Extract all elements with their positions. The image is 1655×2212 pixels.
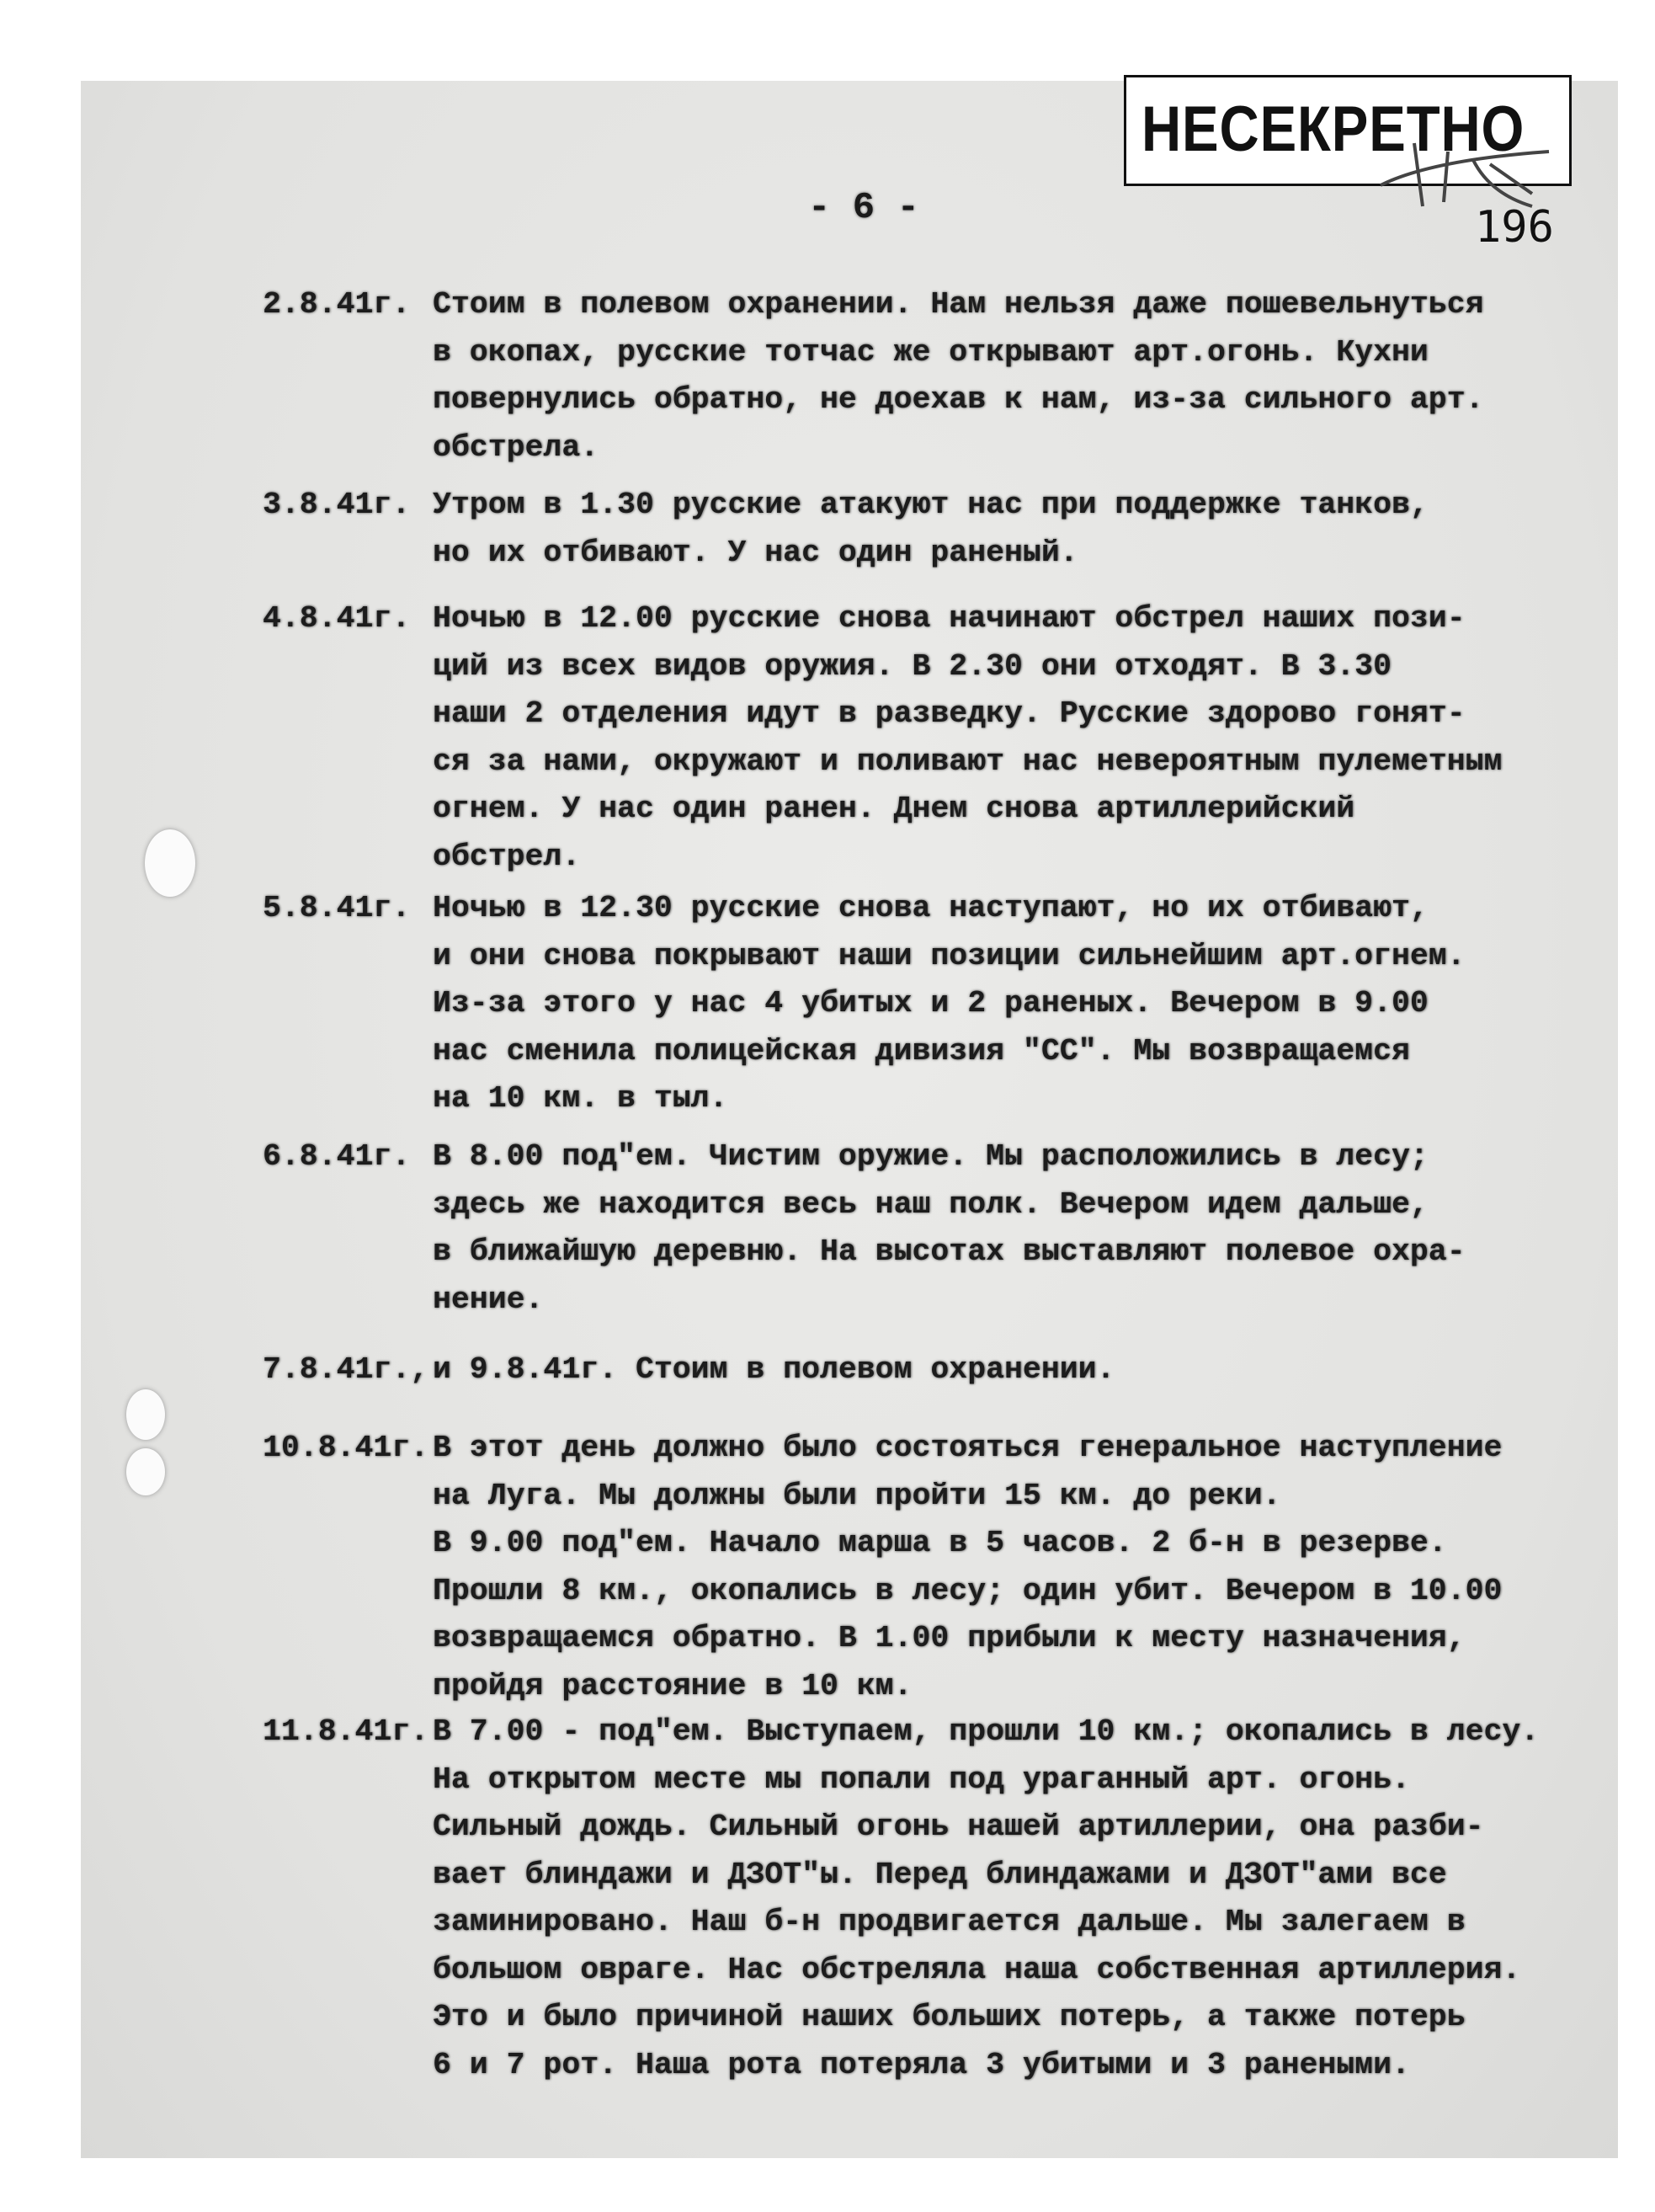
diary-entry [263, 281, 1484, 472]
entry-text [433, 1346, 1115, 1394]
page-number: - 6 - [808, 187, 920, 229]
entry-date: 5.8.41г. [263, 891, 411, 925]
diary-entry [263, 1133, 1466, 1324]
punch-hole [126, 1448, 165, 1495]
text-line: и 9.8.41г. Стоим в полевом охранении. [433, 1352, 1115, 1387]
entry-text [433, 595, 1502, 881]
text-line: В 7.00 - под"ем. Выступаем, прошли 10 км.; окопались в лесу. [433, 1714, 1540, 1749]
text-line: В 8.00 под"ем. Чистим оружие. Мы расположились в лесу; [433, 1139, 1429, 1174]
text-line: заминировано. Наш б-н продвигается дальше. Мы залегаем в [433, 1905, 1466, 1939]
text-line: вает блиндажи и ДЗОТ"ы. Перед блиндажами и ДЗОТ"ами все [433, 1857, 1447, 1892]
diary-entry [263, 482, 1429, 577]
entry-date: 6.8.41г. [263, 1139, 411, 1174]
text-line: в окопах, русские тотчас же открывают арт.огонь. Кухни [433, 334, 1429, 370]
stamp-label: НЕСЕКРЕТНО [1141, 93, 1525, 165]
entry-date: 4.8.41г. [263, 601, 411, 636]
diary-entry [263, 885, 1466, 1123]
diary-entry [263, 595, 1502, 881]
text-line: ся за нами, окружают и поливают нас невероятным пулеметным [433, 744, 1503, 779]
sheet-number: 196 [1475, 202, 1554, 253]
text-line: Стоим в полевом охранении. Нам нельзя даже пошевельнуться [433, 287, 1484, 322]
text-line: наши 2 отделения идут в разведку. Русские здорово гонят- [433, 696, 1466, 731]
text-line: ций из всех видов оружия. В 2.30 они отходят. В 3.30 [433, 648, 1392, 684]
handwritten-mark-icon [1364, 126, 1566, 211]
text-line: Утром в 1.30 русские атакуют нас при поддержке танков, [433, 488, 1429, 522]
diary-entry [263, 1425, 1502, 1710]
entry-text [433, 281, 1484, 472]
text-line: В этот день должно было состояться генеральное наступление [433, 1431, 1503, 1465]
punch-hole [126, 1389, 165, 1440]
text-line: большом овраге. Нас обстреляла наша собственная артиллерия. [433, 1952, 1521, 1987]
text-line: нение. [433, 1282, 544, 1317]
text-line: Ночью в 12.30 русские снова наступают, но их отбивают, [433, 891, 1429, 925]
entry-date: 2.8.41г. [263, 287, 411, 322]
entry-text [433, 1708, 1539, 2089]
text-line: Прошли 8 км., окопались в лесу; один убит. Вечером в 10.00 [433, 1573, 1503, 1608]
entry-text [433, 885, 1466, 1123]
text-line: возвращаемся обратно. В 1.00 прибыли к месту назначения, [433, 1621, 1466, 1655]
entry-date: 11.8.41г. [263, 1714, 429, 1749]
text-line: и они снова покрывают наши позиции сильнейшим арт.огнем. [433, 938, 1466, 973]
text-line: повернулись обратно, не доехав к нам, из-за сильного арт. [433, 382, 1484, 417]
text-line: обстрел. [433, 839, 581, 874]
text-line: Сильный дождь. Сильный огонь нашей артиллерии, она разби- [433, 1810, 1484, 1844]
entry-date: 10.8.41г. [263, 1431, 429, 1465]
text-line: 6 и 7 рот. Наша рота потеряла 3 убитыми и 3 ранеными. [433, 2047, 1410, 2082]
text-line: здесь же находится весь наш полк. Вечером идем дальше, [433, 1186, 1429, 1222]
entry-date: 7.8.41г., [263, 1352, 429, 1387]
text-line: обстрела. [433, 429, 599, 465]
text-line: Из-за этого у нас 4 убитых и 2 раненых. Вечером в 9.00 [433, 986, 1429, 1021]
text-line: Ночью в 12.00 русские снова начинают обстрел наших пози- [433, 601, 1466, 636]
text-line: На открытом месте мы попали под ураганный арт. огонь. [433, 1762, 1410, 1797]
text-line: на Луга. Мы должны были пройти 15 км. до реки. [433, 1478, 1281, 1513]
entry-text [433, 482, 1429, 577]
diary-entry [263, 1346, 1115, 1394]
text-line: нас сменила полицейская дивизия "СС". Мы возвращаемся [433, 1033, 1410, 1069]
diary-entry [263, 1708, 1539, 2089]
text-line: В 9.00 под"ем. Начало марша в 5 часов. 2 б-н в резерве. [433, 1526, 1447, 1560]
text-line: в ближайшую деревню. На высотах выставляют полевое охра- [433, 1234, 1466, 1269]
text-line: но их отбивают. У нас один раненый. [433, 535, 1078, 570]
punch-hole [145, 829, 195, 897]
text-line: пройдя расстояние в 10 км. [433, 1668, 913, 1703]
text-line: Это и было причиной наших больших потерь, а также потерь [433, 2000, 1466, 2034]
entry-date: 3.8.41г. [263, 488, 411, 522]
text-line: огнем. У нас один ранен. Днем снова артиллерийский [433, 792, 1355, 826]
text-line: на 10 км. в тыл. [433, 1081, 728, 1116]
entry-text [433, 1425, 1502, 1710]
entry-text [433, 1133, 1466, 1324]
